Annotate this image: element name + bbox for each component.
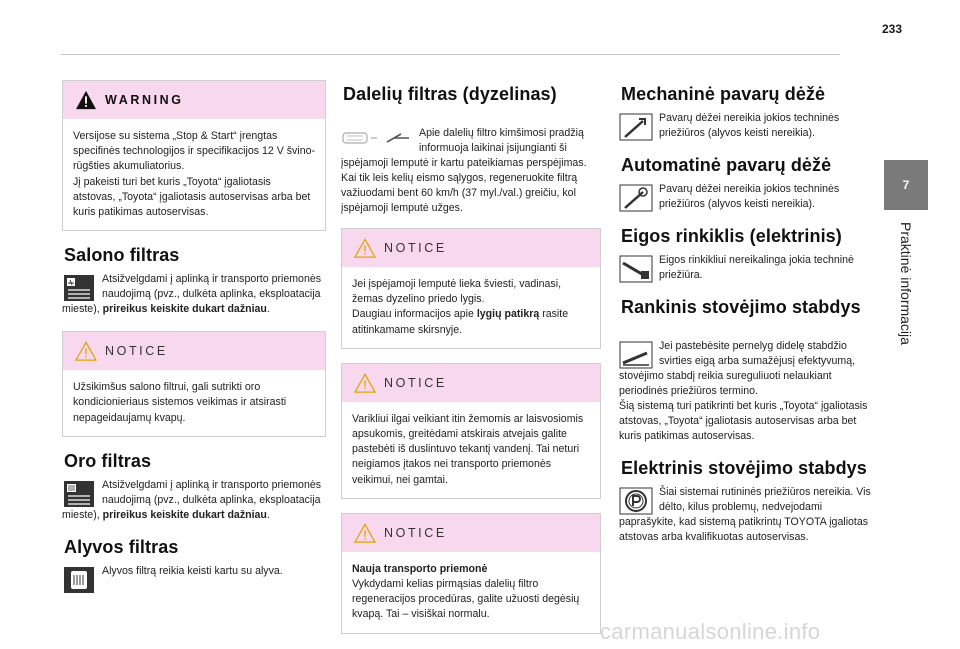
notice-box-4 xyxy=(341,513,601,634)
warning-text: Versijose su sistema „Stop & Start“ įrengtas specifinės technologijos ir specifikacijos 12 V švino-rūgšties akumuliatorius. Jį pakeisti turi bet kuris „Toyota“ įgaliotasis atstovas, „Toyota“ įgaliotasis autoservisas arba bet kuris patikimas autoservisas. xyxy=(73,130,316,219)
notice4-subtitle: Nauja transporto priemonė xyxy=(352,562,488,575)
salono-text-post: . xyxy=(266,303,270,316)
notice-text-2: Jei įspėjamoji lemputė lieka šviesti, vadinasi, žemas dyzelino priedo lygis. Daugiau informacijos apie lygių patikrą rasite atitinkamame skirsnyje. xyxy=(352,278,569,336)
section-elektrinis xyxy=(619,485,879,545)
heading-automatine-pavaru-deze: Automatinė pavarų dėžė xyxy=(621,155,832,175)
section-eigos xyxy=(619,253,879,283)
section-daleliu-filtras xyxy=(341,111,601,216)
chapter-title: Praktinė informacija xyxy=(898,222,914,345)
page-number: 233 xyxy=(881,22,902,36)
notice-text-3: Varikliui ilgai veikiant itin žemomis ar laisvosiomis apsukomis, greitėdami atskirais atvejais galite pastebėti iš duslintuvo tekantį vandenį. Tai neturi neigiamos įtakos nei transporto priemonės veikimui, nei gamtai. xyxy=(352,412,584,486)
oro-text-pre: Atsižvelgdami į aplinką ir transporto priemonės naudojimą (pvz., dulkėta aplinka, eksploatacija mieste), xyxy=(62,478,322,521)
notice-body-4 xyxy=(342,552,600,633)
notice-header-3 xyxy=(342,364,600,402)
section-oro-filtras xyxy=(62,478,326,523)
notice-triangle-icon xyxy=(354,238,376,258)
notice-box-1 xyxy=(62,331,326,437)
handbrake-icon xyxy=(619,341,653,369)
heading-alyvos-filtras: Alyvos filtras xyxy=(64,536,179,557)
automatine-text: Pavarų dėžei nereikia jokios techninės priežiūros (alyvos keisti nereikia). xyxy=(659,183,840,210)
notice-triangle-icon xyxy=(354,373,376,393)
warning-header xyxy=(63,81,325,119)
section-salono-filtras xyxy=(62,272,326,317)
heading-daleliu-filtras: Dalelių filtras (dyzelinas) xyxy=(343,84,557,104)
salono-text-bold: prireikus keiskite dukart dažniau xyxy=(102,303,267,316)
gear-selector-icon xyxy=(619,255,653,283)
notice-box-2 xyxy=(341,228,601,349)
manual-gearbox-icon xyxy=(619,113,653,141)
notice-label-3: NOTICE xyxy=(384,375,447,390)
warning-box xyxy=(62,80,326,231)
column-right xyxy=(619,80,879,555)
section-mechanine xyxy=(619,111,879,141)
air-filter-icon xyxy=(62,480,96,508)
notice-header-2 xyxy=(342,229,600,267)
elektrinis-text: Šiai sistemai rutininės priežiūros nereikia. Vis dėlto, kilus problemų, nedvejodami paprašykite, kad sistemą patikrintų TOYOTA įgaliotas atstovas arba kvalifikuotas autoservisas. xyxy=(619,486,871,543)
oro-text-bold: prireikus keiskite dukart dažniau xyxy=(102,508,267,521)
notice-label-1: NOTICE xyxy=(105,344,168,359)
warning-label: WARNING xyxy=(105,93,184,107)
oro-text-post: . xyxy=(266,508,270,521)
notice-triangle-icon xyxy=(354,523,376,543)
notice-box-3 xyxy=(341,363,601,499)
mechanine-text: Pavarų dėžei nereikia jokios techninės priežiūros (alyvos keisti nereikia). xyxy=(659,112,840,139)
rankinis-text: Jei pastebėsite pernelyg didelę stabdžio svirties eigą arba sumažėjusį efektyvumą, stovėjimo stabdį reikia sureguliuoti nelaukiant periodinės priežiūros termino. Šią sistemą turi patikrinti bet kuris „Toyota“ įgaliotasis atstovas, „Toyota“ įgaliotasis autoservisas arba bet kuris patikimas autoservisas. xyxy=(619,340,868,442)
electric-parking-brake-icon xyxy=(619,487,653,515)
cabin-filter-icon xyxy=(62,274,96,302)
top-rule xyxy=(60,54,840,55)
notice-triangle-icon xyxy=(75,341,97,361)
heading-mechanine-pavaru-deze: Mechaninė pavarų dėžė xyxy=(621,84,826,104)
section-alyvos-filtras xyxy=(62,564,326,579)
notice-header-1 xyxy=(63,332,325,370)
particle-filter-warning-icon xyxy=(341,128,413,148)
heading-elektrinis-stovejimo-stabdys: Elektrinis stovėjimo stabdys xyxy=(621,458,867,478)
salono-text-pre: Atsižvelgdami į aplinką ir transporto priemonės naudojimą (pvz., dulkėta aplinka, eksploatacija mieste), xyxy=(62,273,322,316)
eigos-text: Eigos rinkikliui nereikalinga jokia techninė priežiūra. xyxy=(659,254,854,281)
column-middle xyxy=(341,80,601,648)
warning-triangle-icon xyxy=(75,90,97,110)
notice-label-4: NOTICE xyxy=(384,525,447,540)
heading-eigos-rinkiklis: Eigos rinkiklis (elektrinis) xyxy=(621,226,842,246)
alyvos-text: Alyvos filtrą reikia keisti kartu su alyva. xyxy=(102,564,283,577)
notice4-text: Vykdydami kelias pirmąsias dalelių filtro regeneracijos procedūras, galite užuosti degėsių kvapą. Tai – visiškai normalu. xyxy=(352,578,580,621)
chapter-tab[interactable]: 7 xyxy=(884,160,928,210)
notice2-bold: lygių patikrą xyxy=(476,308,540,321)
heading-oro-filtras: Oro filtras xyxy=(64,450,152,471)
notice-header-4 xyxy=(342,514,600,552)
section-automatine xyxy=(619,182,879,212)
automatic-gearbox-icon xyxy=(619,184,653,212)
watermark: carmanualsonline.info xyxy=(600,619,821,644)
heading-salono-filtras: Salono filtras xyxy=(64,245,180,266)
daleliu-text: Apie dalelių filtro kimšimosi pradžią informuoja laikinai įsijungianti ši įspėjamoji lemputė ir kartu pateikiamas perspėjimas. Kai tik leis kelių eismo sąlygos, regeneruokite filtrą važiuodami bent 60 km/h (37 myl./val.) greičiu, kol įspėjamoji lemputė užges. xyxy=(341,127,587,214)
column-left xyxy=(62,80,326,594)
notice-text-1: Užsikimšus salono filtrui, gali sutrikti oro kondicionieriaus sistemos veikimas ir atsirasti nepageidaujamų kvapų. xyxy=(73,381,287,424)
notice-label-2: NOTICE xyxy=(384,241,447,255)
oil-filter-icon xyxy=(62,566,96,594)
heading-rankinis-stovejimo-stabdys: Rankinis stovėjimo stabdys xyxy=(621,297,861,317)
section-rankinis xyxy=(619,324,879,444)
